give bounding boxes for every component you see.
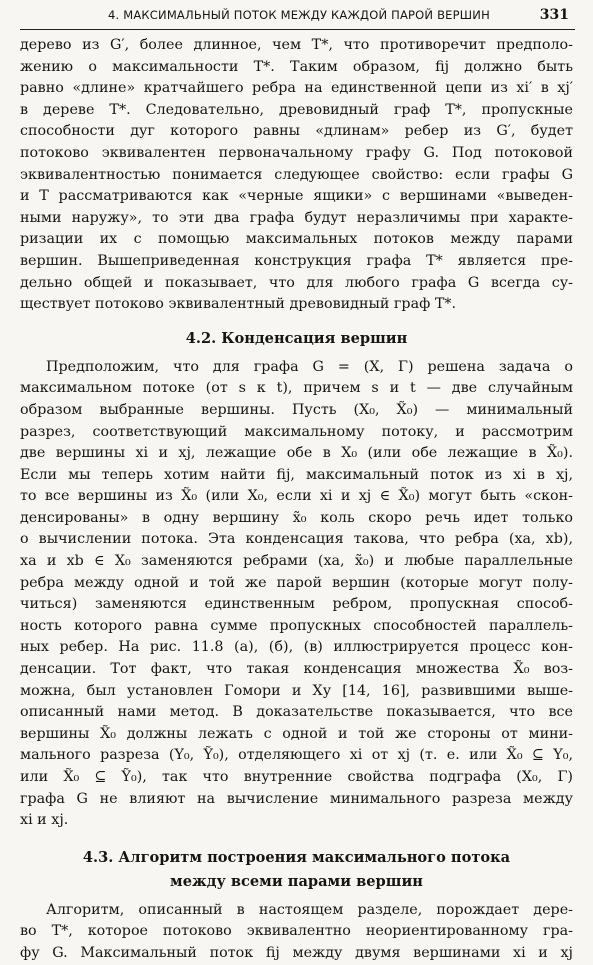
text-line: вершин. Вышеприведенная конструкция графа T* является пре- <box>20 252 573 269</box>
text-line: ность которого равна сумме пропускных способностей параллель- <box>20 617 573 634</box>
text-line: жению о максимальности T*. Таким образом, fij должно быть <box>20 58 573 75</box>
paragraph-flow-equivalence <box>20 35 573 316</box>
text-line: графа G не влияют на вычисление минимального разреза между <box>20 790 573 807</box>
text-line: способности дуг которого равны «длинам» ребер из G′, будет <box>20 123 573 140</box>
section-heading-4-2: 4.2. Конденсация вершин <box>185 329 408 347</box>
text-line: вершины X̃₀ должны лежать с одной и той же стороны от мини- <box>20 725 573 742</box>
text-line: мального разреза (Y₀, Ỹ₀), отделяющего xi от xj (т. е. или X̃₀ ⊆ Y₀, <box>20 747 573 764</box>
text-line: ных ребер. На рис. 11.8 (а), (б), (в) иллюстрируется процесс кон- <box>20 639 573 656</box>
section-heading-4-3-line-2: между всеми парами вершин <box>170 872 423 890</box>
text-line: читься) заменяются единственным ребром, пропускная способ- <box>20 596 573 613</box>
text-line: ризации их с помощью максимальных потоков между парами <box>20 231 573 248</box>
text-line: можна, был установлен Гомори и Ху [14, 16], развившими выше- <box>20 682 573 699</box>
text-line: ными наружу», то эти два графа будут неразличимы при характе- <box>20 209 573 226</box>
text-line: дерево из G′, более длинное, чем T*, что противоречит предполо- <box>20 37 573 53</box>
text-line: xi и xj. <box>20 812 69 829</box>
text-line: или X̃₀ ⊆ Ỹ₀), так что внутренние свойства подграфа (X₀, Γ) <box>20 769 573 785</box>
text-line: о вычислении потока. Эта конденсация такова, что ребра (xa, xb), <box>20 531 573 548</box>
text-line: разрез, соответствующий максимальному потоку, и рассмотрим <box>20 423 573 440</box>
text-line: то все вершины из X̃₀ (или X₀, если xi и xj ∈ X̃₀) могут быть «скон- <box>20 488 573 505</box>
text-line: описанный нами метод. В доказательстве показывается, что все <box>20 704 573 721</box>
text-line: и T рассматриваются как «черные ящики» с вершинами «выведен- <box>20 188 573 205</box>
text-line: фу G. Максимальный поток fij между двумя вершинами xi и xj <box>20 944 573 961</box>
text-line: равно «длине» кратчайшего ребра на единственной цепи из xi′ в xj′ <box>20 80 573 97</box>
text-line: эквивалентностью понимается следующее свойство: если графы G <box>20 166 573 183</box>
text-line: xa и xb ∈ X₀ заменяются ребрами (xa, x̃₀) и любые параллельные <box>20 553 573 570</box>
page-number: 331 <box>539 7 569 23</box>
paragraph-vertex-condensation <box>20 357 573 832</box>
text-line: образом выбранные вершины. Пусть (X₀, X̃₀) — минимальный <box>20 401 573 418</box>
running-header <box>0 2 593 30</box>
text-line: максимальном потоке (от s к t), причем s и t — две случайным <box>20 380 573 397</box>
text-line: ществует потоково эквивалентный древовидный граф T*. <box>20 296 457 313</box>
text-line: Предположим, что для графа G = (X, Γ) решена задача о <box>46 358 573 375</box>
text-line: потоково эквивалентен первоначальному графу G. Под потоковой <box>20 144 573 161</box>
section-heading-4-3-line-1: 4.3. Алгоритм построения максимального потока <box>82 848 511 866</box>
text-line: Алгоритм, описанный в настоящем разделе, порождает дере- <box>46 901 573 918</box>
text-line: денсированы» в одну вершину x̃₀ коль скоро речь идет только <box>20 509 573 526</box>
text-line: две вершины xi и xj, лежащие обе в X₀ (или обе лежащие в X̃₀). <box>20 445 573 462</box>
text-line: дельно общей и показывает, что для любого графа G всегда су- <box>20 274 573 291</box>
text-line: денсации. Тот факт, что такая конденсация множества X̃₀ воз- <box>20 661 573 678</box>
page-body <box>20 35 573 965</box>
text-line: Если мы теперь хотим найти fij, максимальный поток из xi в xj, <box>20 466 573 483</box>
text-line: во T*, которое потоково эквивалентно неориентированному гра- <box>20 923 573 940</box>
running-header-title: 4. МАКСИМАЛЬНЫЙ ПОТОК МЕЖДУ КАЖДОЙ ПАРОЙ ВЕРШИН <box>108 8 490 22</box>
header-rule <box>20 29 575 30</box>
paragraph-algorithm <box>20 900 573 965</box>
text-line: ребра между одной и той же парой вершин (которые могут полу- <box>20 574 573 591</box>
text-line: в дереве T*. Следовательно, древовидный граф T*, пропускные <box>20 101 573 118</box>
